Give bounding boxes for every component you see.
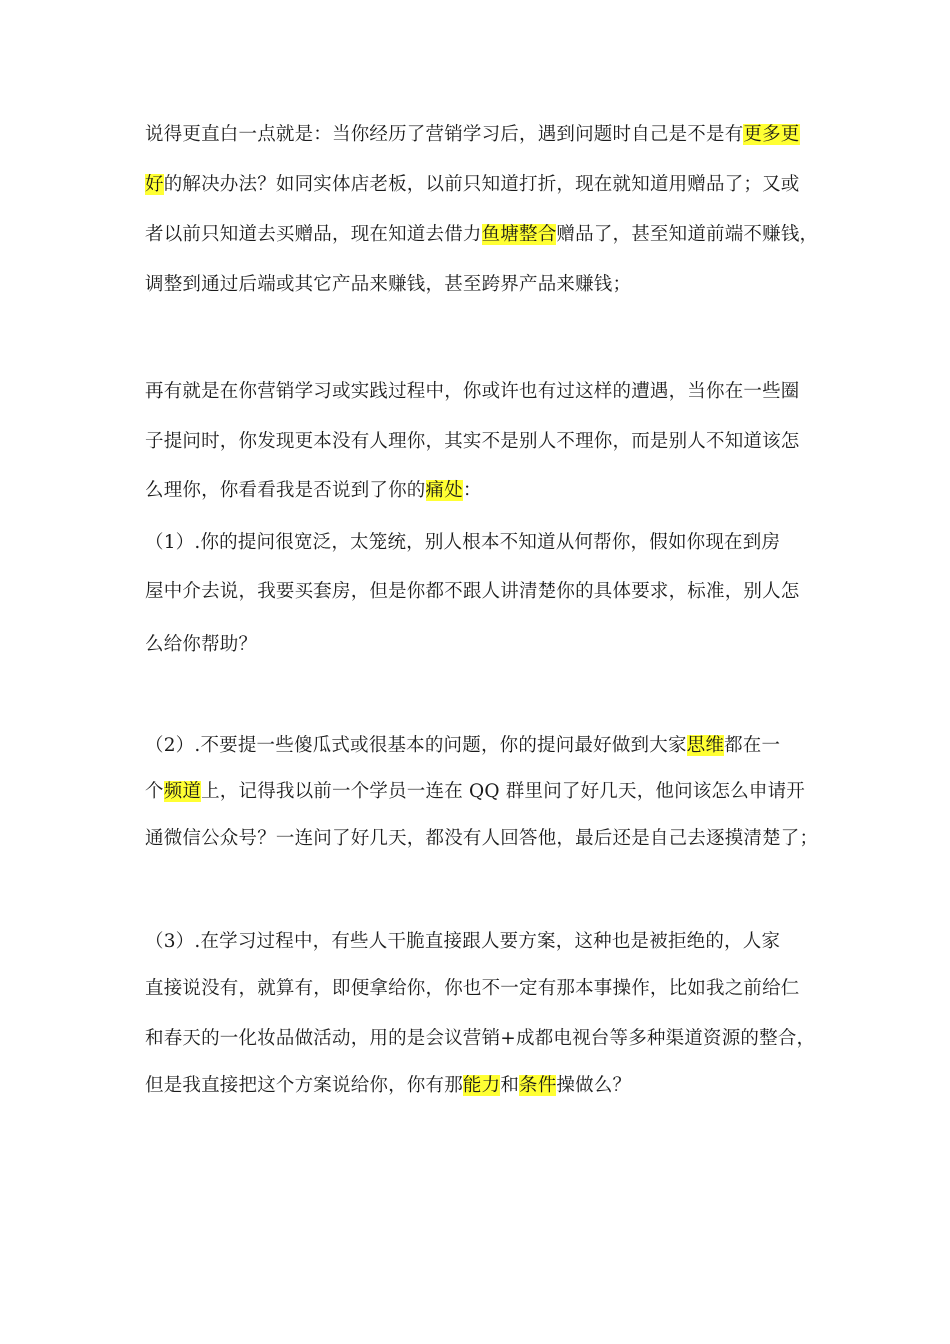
text-run: 说得更直白一点就是：当你经历了营销学习后，遇到问题时自己是不是有 — [145, 124, 744, 145]
text-line — [145, 977, 810, 1001]
text-run: （1）.你的提问很宽泛，太笼统，别人根本不知道从何帮你，假如你现在到房 — [145, 532, 781, 553]
text-line — [145, 223, 819, 247]
text-line — [145, 430, 810, 454]
text-run: 都在一 — [724, 735, 781, 756]
highlighted-text: 鱼塘整合 — [481, 224, 557, 245]
text-line — [145, 633, 810, 657]
text-run: 屋中介去说，我要买套房，但是你都不跟人讲清楚你的具体要求，标准，别人怎 — [145, 581, 800, 602]
text-run: 者以前只知道去买赠品，现在知道去借力 — [145, 224, 482, 245]
text-run: （3）.在学习过程中，有些人干脆直接跟人要方案，这种也是被拒绝的，人家 — [145, 931, 781, 952]
text-run: 么理你，你看看我是否说到了你的 — [145, 480, 426, 501]
text-run: （2）.不要提一些傻瓜式或很基本的问题，你的提问最好做到大家 — [145, 735, 687, 756]
text-line — [145, 273, 810, 297]
text-line — [145, 734, 810, 758]
highlighted-text: 条件 — [519, 1075, 557, 1096]
text-run: 么给你帮助？ — [145, 634, 258, 655]
text-run: 再有就是在你营销学习或实践过程中，你或许也有过这样的遭遇，当你在一些圈 — [145, 381, 800, 402]
text-run: ： — [462, 480, 482, 501]
text-line — [145, 827, 819, 851]
text-line — [145, 580, 810, 604]
highlighted-text: 频道 — [163, 781, 202, 802]
text-run: 通微信公众号？一连问了好几天，都没有人回答他，最后还是自己去逐摸清楚了； — [145, 828, 819, 849]
text-run: 和春天的一化妆品做活动，用的是会议营销+成都电视台等多种渠道资源的整合， — [145, 1028, 816, 1049]
text-line — [145, 1027, 816, 1051]
text-run: 操做么？ — [556, 1075, 632, 1096]
text-run: 子提问时，你发现更本没有人理你，其实不是别人不理你，而是别人不知道该怎 — [145, 431, 800, 452]
text-line — [145, 930, 810, 954]
text-line — [145, 380, 810, 404]
text-line — [145, 479, 810, 503]
text-line — [145, 123, 810, 147]
text-run: 赠品了，甚至知道前端不赚钱， — [556, 224, 819, 245]
highlighted-text: 痛处 — [425, 480, 463, 501]
text-line — [145, 780, 810, 804]
text-line — [145, 531, 810, 555]
text-run: 的解决办法？如同实体店老板，以前只知道打折，现在就知道用赠品了；又或 — [163, 174, 800, 195]
text-run: 个 — [145, 781, 164, 802]
text-run: 但是我直接把这个方案说给你，你有那 — [145, 1075, 463, 1096]
highlighted-text: 好 — [145, 174, 164, 195]
highlighted-text: 更多更 — [743, 124, 800, 145]
text-line — [145, 1074, 810, 1098]
text-run: 调整到通过后端或其它产品来赚钱，甚至跨界产品来赚钱； — [145, 274, 632, 295]
text-run: 上，记得我以前一个学员一连在 QQ 群里问了好几天，他问该怎么申请开 — [201, 781, 806, 802]
highlighted-text: 能力 — [462, 1075, 501, 1096]
text-line — [145, 173, 810, 197]
highlighted-text: 思维 — [686, 735, 725, 756]
text-run: 直接说没有，就算有，即便拿给你，你也不一定有那本事操作，比如我之前给仁 — [145, 978, 800, 999]
text-run: 和 — [500, 1075, 520, 1096]
